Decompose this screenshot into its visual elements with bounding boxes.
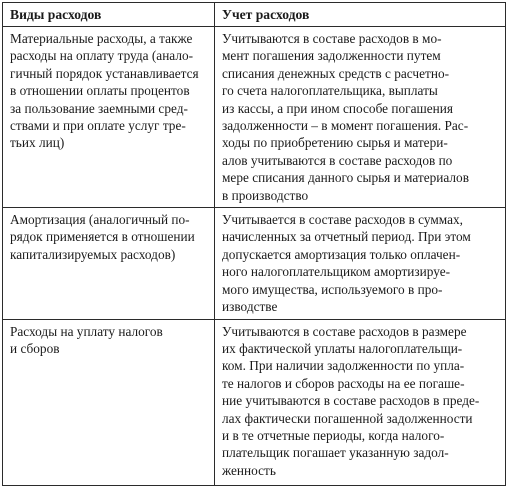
expense-kind-cell	[3, 319, 215, 485]
expenses-table	[2, 2, 506, 486]
expense-kind-text: Амортизация (аналогичный по- рядок применяется в отношении капитализируемых расходов)	[10, 212, 195, 262]
table-row	[3, 208, 506, 319]
expense-kind-text: Материальные расходы, а также расходы на оплату труда (анало- гичный порядок устанавливается в отношении оплаты процентов за пользование заемными сред- ствами и при оплате услуг тре- тьих лиц)	[10, 31, 199, 151]
document-page	[2, 2, 505, 478]
table-header-row	[3, 3, 506, 27]
table-row	[3, 27, 506, 208]
expense-kind-cell	[3, 208, 215, 319]
expense-accounting-cell	[215, 27, 506, 208]
expense-kind-text: Расходы на уплату налогов и сборов	[10, 323, 163, 356]
expense-accounting-text: Учитывается в составе расходов в суммах, начисленных за отчетный период. При этом допускается амортизация только оплачен- ного налогоплательщиком амортизируе- мого имущества, используемого в про- изводстве	[222, 212, 471, 315]
table-row	[3, 319, 506, 485]
header-expense-accounting: Учет расходов	[215, 3, 506, 27]
expense-accounting-cell	[215, 208, 506, 319]
expense-accounting-cell	[215, 319, 506, 485]
expense-accounting-text: Учитываются в составе расходов в мо- мент погашения задолженности путем списания денежных средств с расчетно- го счета налогоплательщика, выплаты из кассы, а при ином способе погашения задолженности – в момент погашения. Рас- ходы по приобретению сырья и матери- алов учитываются в составе расходов по мере списания данного сырья и материалов в производство	[222, 31, 469, 203]
expense-kind-cell	[3, 27, 215, 208]
header-expense-kind: Виды расходов	[3, 3, 215, 27]
expense-accounting-text: Учитываются в составе расходов в размере их фактической уплаты налогоплательщи- ком. При наличии задолженности по упла- те налогов и сборов расходы на ее погаше- ние учитываются в составе расходов в преде- лах фактически погашенной задолженности и в те отчетные периоды, когда налого- плательщик погашает указанную задол- женность	[222, 323, 480, 478]
